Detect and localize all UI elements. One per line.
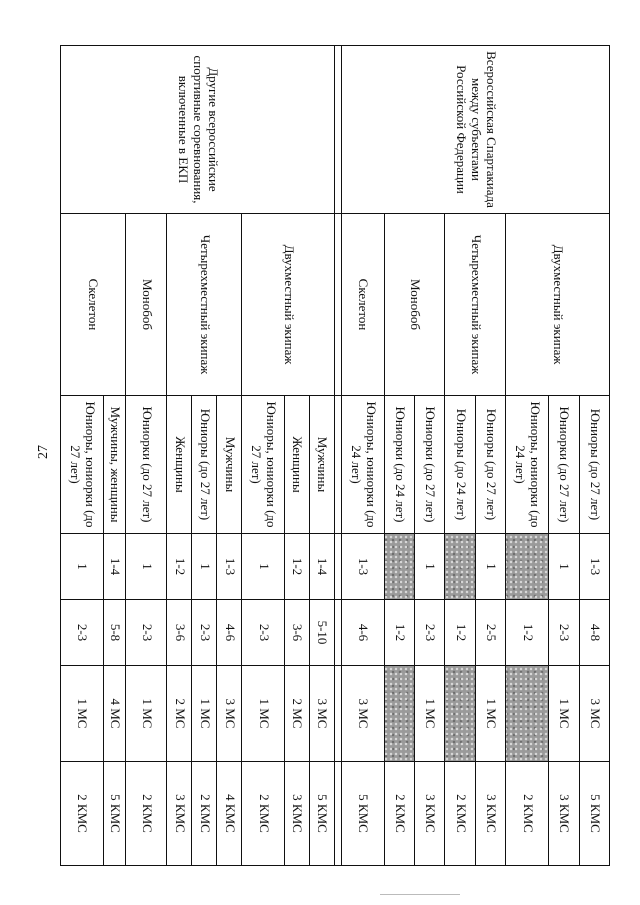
- title-ms: 1 МС: [549, 666, 579, 762]
- title-kms: 2 КМС: [61, 762, 104, 866]
- title-ms: 3 МС: [217, 666, 242, 762]
- places-kms: 4-8: [579, 600, 609, 666]
- title-ms: 1 МС: [192, 666, 217, 762]
- age-category: Мужчины: [217, 396, 242, 534]
- places-ms: 1: [125, 534, 167, 600]
- age-category: Юниоры (до 24 лет): [445, 396, 475, 534]
- title-kms: 3 КМС: [475, 762, 505, 866]
- separator-cell: [334, 396, 341, 534]
- places-kms: 1-2: [384, 600, 414, 666]
- age-category: Юниоры (до 27 лет): [192, 396, 217, 534]
- places-ms: 1: [61, 534, 104, 600]
- discipline-name: Монобоб: [384, 214, 445, 396]
- places-kms: 2-3: [414, 600, 444, 666]
- places-kms: 2-3: [125, 600, 167, 666]
- title-ms: 1 МС: [242, 666, 285, 762]
- discipline-name: Четырехместный экипаж: [167, 214, 242, 396]
- event-name: Всероссийская Спартакиада между субъектами Российской Федерации: [341, 46, 609, 214]
- age-category: Юниоры, юниорки (до 27 лет): [61, 396, 104, 534]
- title-kms: 3 КМС: [167, 762, 192, 866]
- places-ms: [384, 534, 414, 600]
- title-kms: 4 КМС: [217, 762, 242, 866]
- title-ms: [506, 666, 549, 762]
- title-ms: 1 МС: [125, 666, 167, 762]
- title-ms: 1 МС: [475, 666, 505, 762]
- page-number: 27: [36, 445, 51, 459]
- title-kms: 2 КМС: [445, 762, 475, 866]
- title-ms: [384, 666, 414, 762]
- places-ms: 1: [242, 534, 285, 600]
- places-ms: 1: [475, 534, 505, 600]
- discipline-name: Четырехместный экипаж: [445, 214, 506, 396]
- title-kms: 5 КМС: [309, 762, 334, 866]
- places-kms: 2-3: [61, 600, 104, 666]
- places-kms: 2-3: [192, 600, 217, 666]
- separator-cell: [334, 666, 341, 762]
- places-kms: 2-5: [475, 600, 505, 666]
- title-ms: 1 МС: [61, 666, 104, 762]
- separator-cell: [334, 762, 341, 866]
- places-ms: 1-3: [341, 534, 384, 600]
- discipline-name: Монобоб: [125, 214, 167, 396]
- title-kms: 2 КМС: [384, 762, 414, 866]
- age-category: Мужчины: [309, 396, 334, 534]
- age-category: Юниорки (до 27 лет): [125, 396, 167, 534]
- title-ms: 4 МС: [103, 666, 125, 762]
- age-category: Женщины: [285, 396, 310, 534]
- places-kms: 5-10: [309, 600, 334, 666]
- places-ms: 1-4: [309, 534, 334, 600]
- title-kms: 2 КМС: [242, 762, 285, 866]
- age-category: Юниоры, юниорки (до 24 лет): [506, 396, 549, 534]
- table-body: [61, 46, 610, 866]
- separator-cell: [334, 534, 341, 600]
- places-kms: 1-2: [506, 600, 549, 666]
- title-kms: 5 КМС: [341, 762, 384, 866]
- age-category: Юниорки (до 27 лет): [549, 396, 579, 534]
- places-ms: 1: [414, 534, 444, 600]
- title-ms: 2 МС: [167, 666, 192, 762]
- title-kms: 5 КМС: [103, 762, 125, 866]
- discipline-name: Двухместный экипаж: [242, 214, 335, 396]
- discipline-name: Двухместный экипаж: [506, 214, 610, 396]
- title-kms: 2 КМС: [506, 762, 549, 866]
- title-ms: 1 МС: [414, 666, 444, 762]
- places-ms: [445, 534, 475, 600]
- places-kms: 5-8: [103, 600, 125, 666]
- title-ms: 3 МС: [341, 666, 384, 762]
- title-kms: 3 КМС: [285, 762, 310, 866]
- title-ms: 3 МС: [309, 666, 334, 762]
- rotated-page: [60, 45, 610, 865]
- event-name: Другие всероссийские спортивные соревнования, включенные в ЕКП: [61, 46, 335, 214]
- age-category: Юниорки (до 24 лет): [384, 396, 414, 534]
- title-kms: 2 КМС: [125, 762, 167, 866]
- separator-cell: [334, 600, 341, 666]
- places-ms: 1-3: [217, 534, 242, 600]
- table-row: [309, 46, 334, 866]
- age-category: Юниоры, юниорки (до 27 лет): [242, 396, 285, 534]
- places-ms: 1-2: [167, 534, 192, 600]
- age-category: Юниоры, юниорки (до 24 лет): [341, 396, 384, 534]
- places-kms: 4-6: [341, 600, 384, 666]
- discipline-name: Скелетон: [341, 214, 384, 396]
- group-separator: [334, 46, 341, 866]
- title-kms: 3 КМС: [549, 762, 579, 866]
- places-kms: 3-6: [285, 600, 310, 666]
- separator-cell: [334, 214, 341, 396]
- places-ms: [506, 534, 549, 600]
- table-row: [579, 46, 609, 866]
- age-category: Женщины: [167, 396, 192, 534]
- age-category: Юниоры (до 27 лет): [579, 396, 609, 534]
- age-category: Юниоры (до 27 лет): [475, 396, 505, 534]
- places-kms: 4-6: [217, 600, 242, 666]
- places-kms: 3-6: [167, 600, 192, 666]
- places-ms: 1-3: [579, 534, 609, 600]
- places-ms: 1: [549, 534, 579, 600]
- places-kms: 1-2: [445, 600, 475, 666]
- places-ms: 1-2: [285, 534, 310, 600]
- separator-cell: [334, 46, 341, 214]
- title-kms: 3 КМС: [414, 762, 444, 866]
- places-ms: 1-4: [103, 534, 125, 600]
- title-ms: [445, 666, 475, 762]
- places-kms: 2-3: [549, 600, 579, 666]
- places-ms: 1: [192, 534, 217, 600]
- title-kms: 5 КМС: [579, 762, 609, 866]
- title-ms: 3 МС: [579, 666, 609, 762]
- title-kms: 2 КМС: [192, 762, 217, 866]
- sport-titles-table: [60, 45, 610, 866]
- discipline-name: Скелетон: [61, 214, 126, 396]
- scan-artifact: [380, 894, 460, 895]
- title-ms: 2 МС: [285, 666, 310, 762]
- age-category: Мужчины, женщины: [103, 396, 125, 534]
- places-kms: 2-3: [242, 600, 285, 666]
- age-category: Юниорки (до 27 лет): [414, 396, 444, 534]
